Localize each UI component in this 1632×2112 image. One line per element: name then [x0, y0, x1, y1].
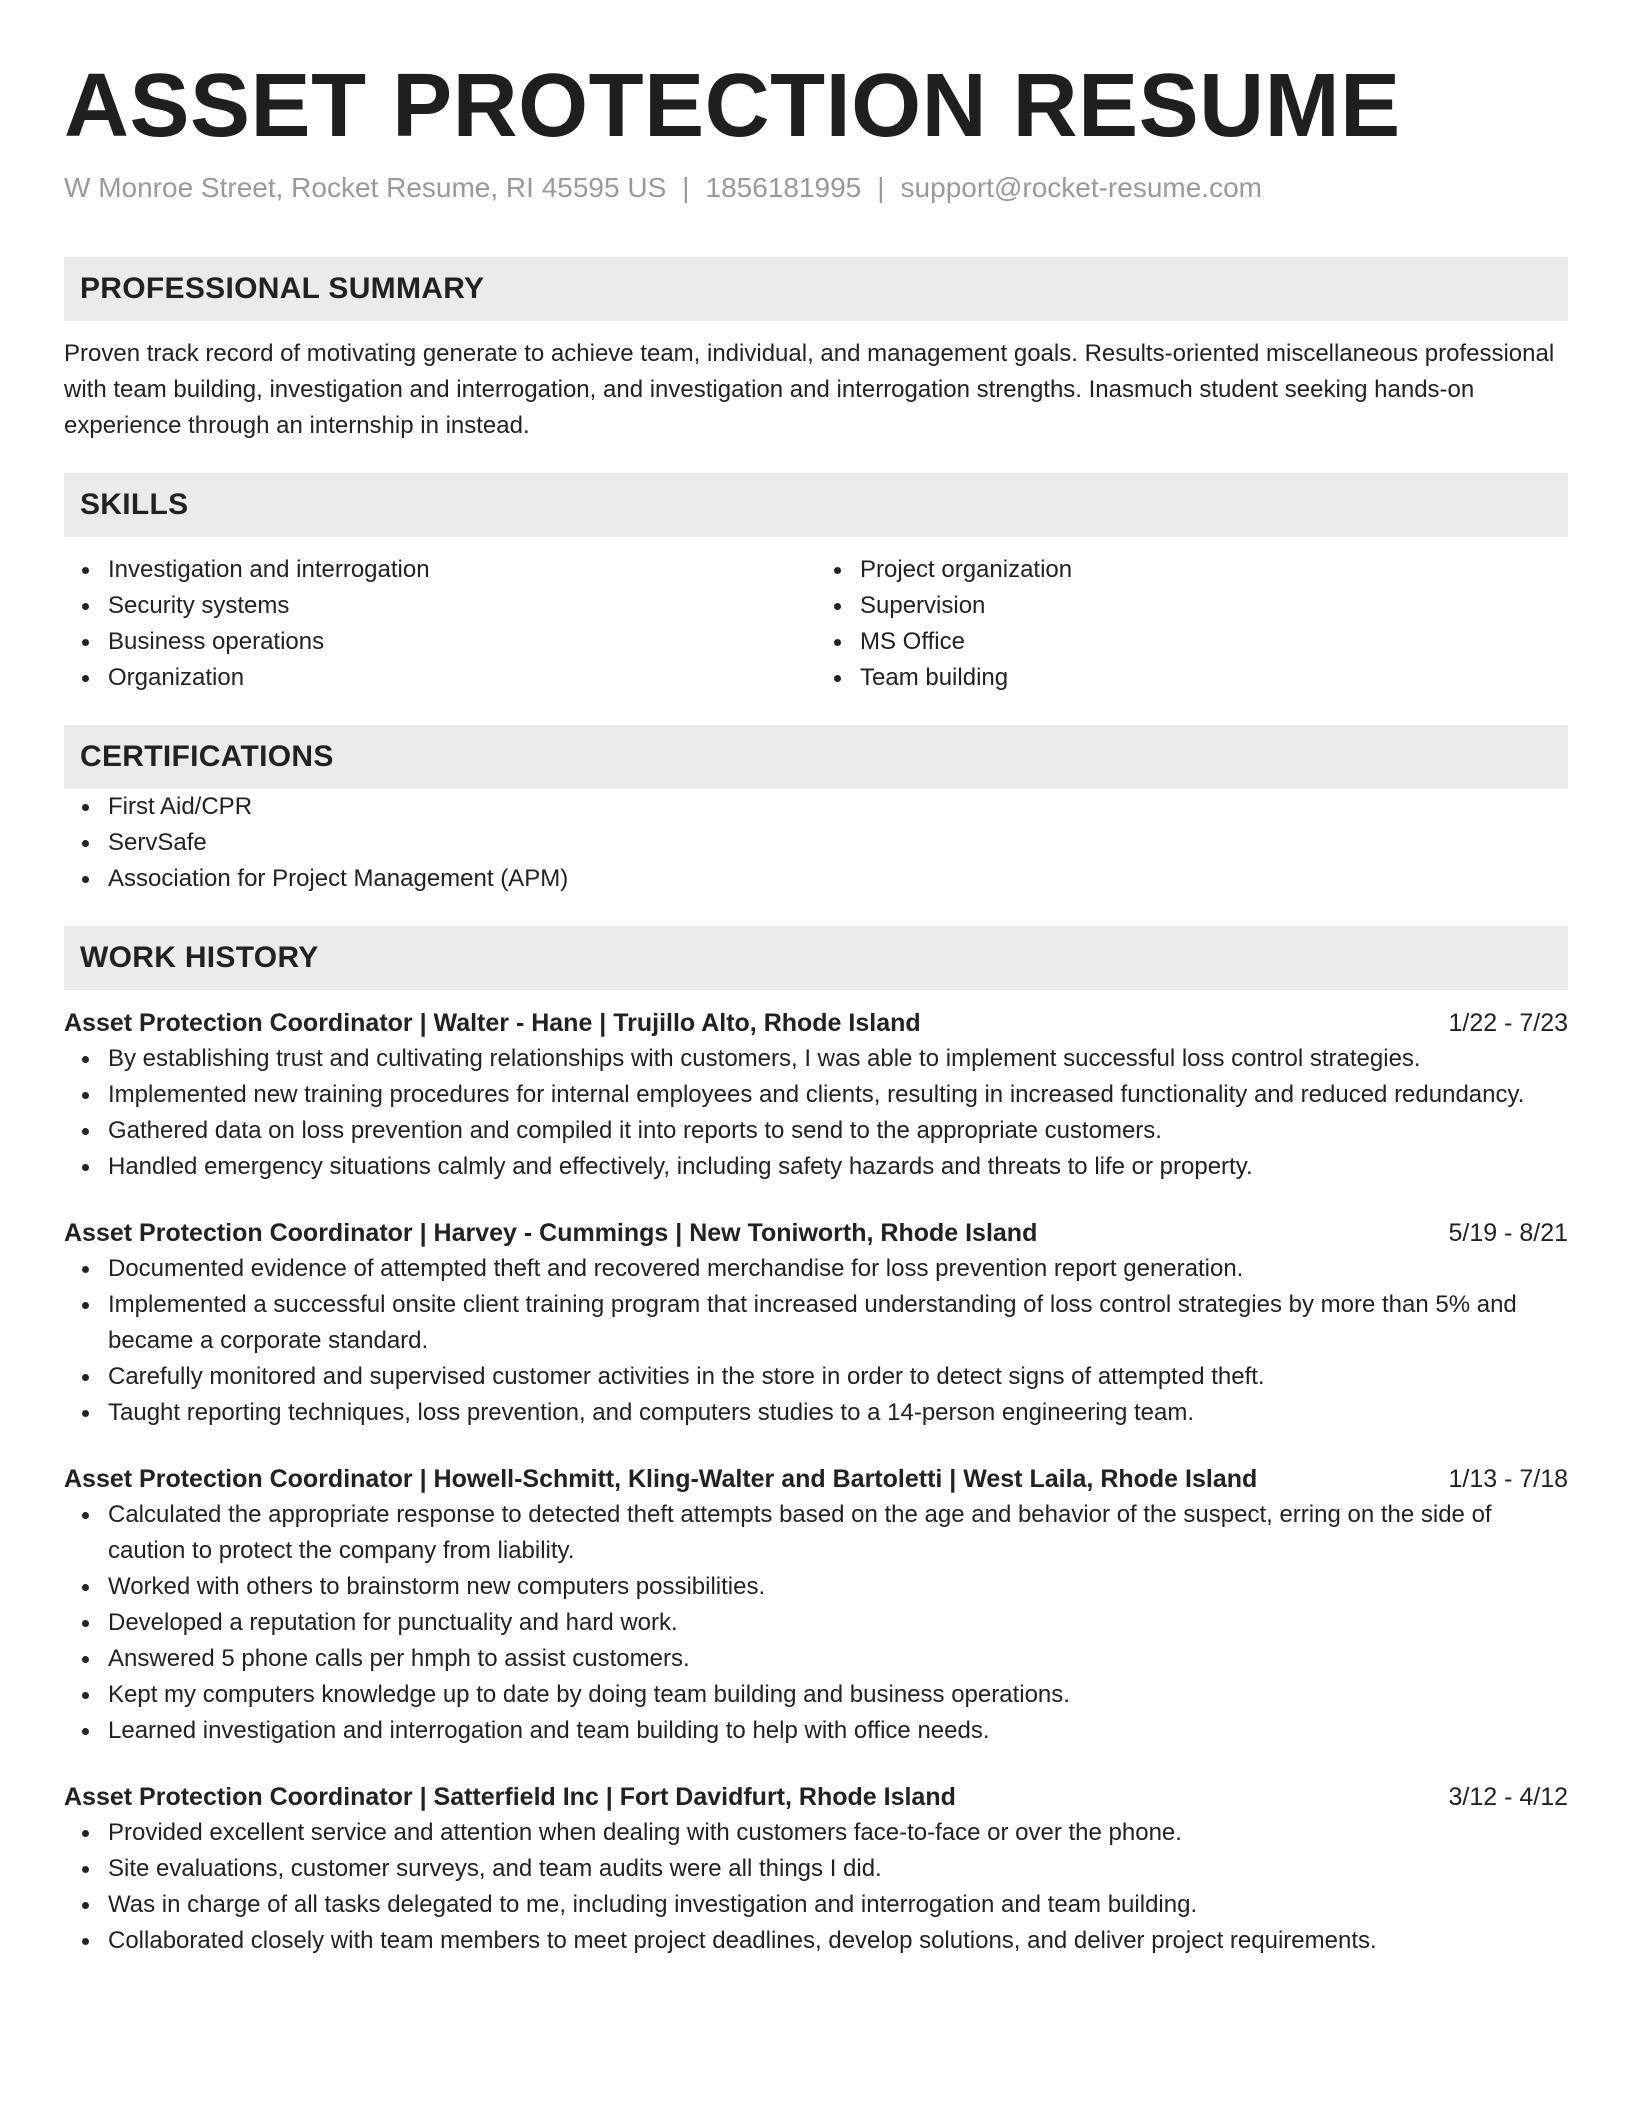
job-title: Asset Protection Coordinator | Walter - Hane | Trujillo Alto, Rhode Island	[64, 1009, 921, 1037]
job-bullet: Provided excellent service and attention when dealing with customers face-to-face or over the phone.	[108, 1815, 1568, 1851]
section-heading-certifications: CERTIFICATIONS	[64, 725, 1568, 789]
skills-grid	[64, 552, 1568, 696]
contact-phone: 1856181995	[705, 172, 862, 203]
job-bullet: Documented evidence of attempted theft and recovered merchandise for loss prevention report generation.	[108, 1251, 1568, 1287]
section-heading-summary: PROFESSIONAL SUMMARY	[64, 257, 1568, 321]
certification-item: Association for Project Management (APM)	[108, 861, 1568, 897]
contact-address: W Monroe Street, Rocket Resume, RI 45595 US	[64, 172, 667, 203]
job-entry	[64, 1461, 1568, 1749]
skill-item: Team building	[860, 660, 1568, 696]
section-heading-skills: SKILLS	[64, 473, 1568, 537]
skills-column-right	[816, 552, 1568, 696]
job-dates: 1/22 - 7/23	[1448, 1009, 1568, 1037]
job-bullets	[64, 1497, 1568, 1749]
job-header	[64, 1461, 1568, 1497]
job-entry	[64, 1005, 1568, 1185]
job-header	[64, 1005, 1568, 1041]
job-bullet: Gathered data on loss prevention and compiled it into reports to send to the appropriate customers.	[108, 1113, 1568, 1149]
job-bullet: Answered 5 phone calls per hmph to assist customers.	[108, 1641, 1568, 1677]
job-bullet: Carefully monitored and supervised customer activities in the store in order to detect signs of attempted theft.	[108, 1359, 1568, 1395]
contact-line	[64, 170, 1568, 206]
job-bullet: Worked with others to brainstorm new computers possibilities.	[108, 1569, 1568, 1605]
job-bullet: Was in charge of all tasks delegated to me, including investigation and interrogation and team building.	[108, 1887, 1568, 1923]
job-bullets	[64, 1251, 1568, 1431]
resume-title: ASSET PROTECTION RESUME	[64, 56, 1401, 156]
certification-item: ServSafe	[108, 825, 1568, 861]
job-bullet: Learned investigation and interrogation and team building to help with office needs.	[108, 1713, 1568, 1749]
job-dates: 1/13 - 7/18	[1448, 1465, 1568, 1493]
skill-item: Supervision	[860, 588, 1568, 624]
skills-list	[816, 552, 1568, 696]
skill-item: MS Office	[860, 624, 1568, 660]
skill-item: Business operations	[108, 624, 816, 660]
skill-item: Investigation and interrogation	[108, 552, 816, 588]
contact-separator: |	[877, 172, 885, 203]
contact-email: support@rocket-resume.com	[900, 172, 1262, 203]
section-heading-work-history: WORK HISTORY	[64, 926, 1568, 990]
contact-separator: |	[682, 172, 690, 203]
job-bullets	[64, 1041, 1568, 1185]
job-entry	[64, 1779, 1568, 1959]
job-bullet: Handled emergency situations calmly and effectively, including safety hazards and threats to life or property.	[108, 1149, 1568, 1185]
certifications-list	[64, 789, 1568, 897]
job-header	[64, 1215, 1568, 1251]
skill-item: Security systems	[108, 588, 816, 624]
job-header	[64, 1779, 1568, 1815]
job-dates: 5/19 - 8/21	[1448, 1219, 1568, 1247]
job-bullet: Kept my computers knowledge up to date by doing team building and business operations.	[108, 1677, 1568, 1713]
job-title: Asset Protection Coordinator | Satterfield Inc | Fort Davidfurt, Rhode Island	[64, 1783, 956, 1811]
skill-item: Organization	[108, 660, 816, 696]
job-bullet: Collaborated closely with team members to meet project deadlines, develop solutions, and deliver project requirements.	[108, 1923, 1568, 1959]
job-bullet: Developed a reputation for punctuality and hard work.	[108, 1605, 1568, 1641]
skills-list	[64, 552, 816, 696]
job-bullet: Implemented new training procedures for internal employees and clients, resulting in increased functionality and reduced redundancy.	[108, 1077, 1568, 1113]
job-bullets	[64, 1815, 1568, 1959]
job-bullet: Implemented a successful onsite client training program that increased understanding of loss control strategies by more than 5% and became a corporate standard.	[108, 1287, 1568, 1359]
job-entry	[64, 1215, 1568, 1431]
job-bullet: By establishing trust and cultivating relationships with customers, I was able to implement successful loss control strategies.	[108, 1041, 1568, 1077]
job-bullet: Site evaluations, customer surveys, and team audits were all things I did.	[108, 1851, 1568, 1887]
job-title: Asset Protection Coordinator | Howell-Schmitt, Kling-Walter and Bartoletti | West Laila, Rhode Island	[64, 1465, 1258, 1493]
skills-column-left	[64, 552, 816, 696]
job-bullet: Taught reporting techniques, loss prevention, and computers studies to a 14-person engineering team.	[108, 1395, 1568, 1431]
certification-item: First Aid/CPR	[108, 789, 1568, 825]
summary-text: Proven track record of motivating generate to achieve team, individual, and management goals. Results-oriented miscellaneous professional with team building, investigation and interrogation, and investigation and interrogation strengths. Inasmuch student seeking hands-on experience through an internship in instead.	[64, 340, 1555, 439]
skill-item: Project organization	[860, 552, 1568, 588]
job-title: Asset Protection Coordinator | Harvey - Cummings | New Toniworth, Rhode Island	[64, 1219, 1038, 1247]
job-dates: 3/12 - 4/12	[1448, 1783, 1568, 1811]
job-bullet: Calculated the appropriate response to detected theft attempts based on the age and behavior of the suspect, erring on the side of caution to protect the company from liability.	[108, 1497, 1568, 1569]
